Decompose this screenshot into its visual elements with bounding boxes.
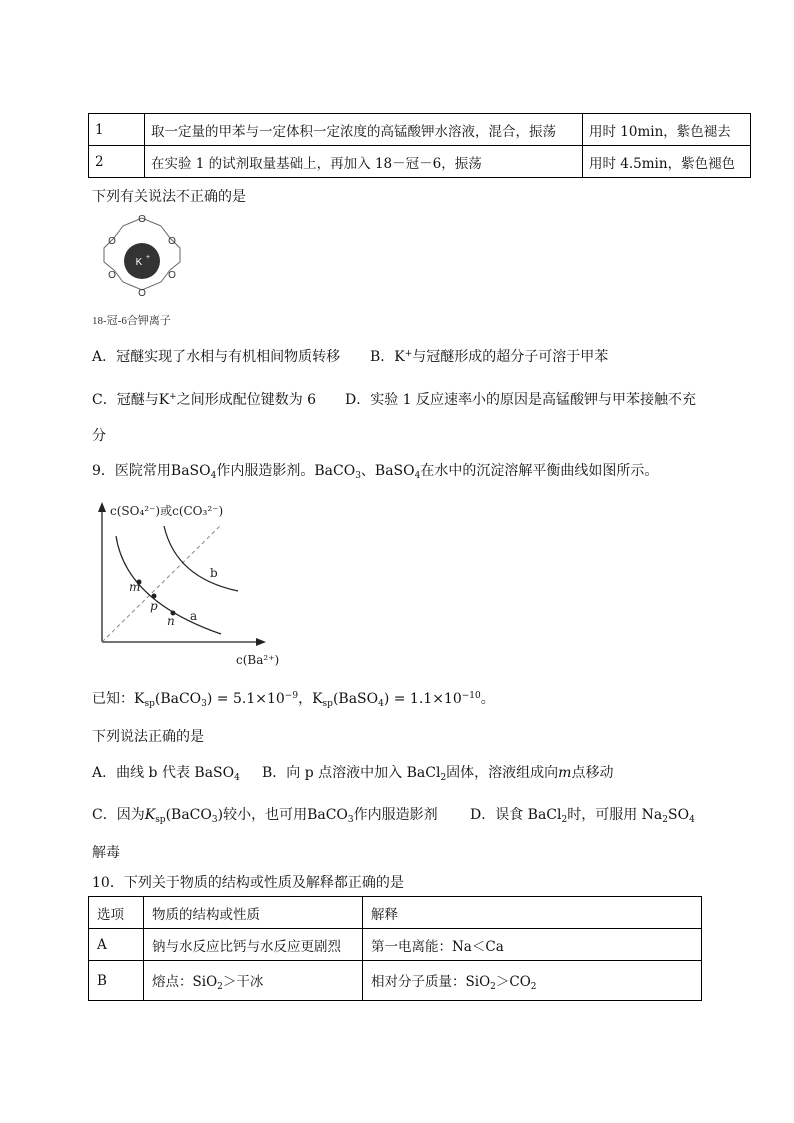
q8-option-d-cont: 分	[92, 428, 106, 444]
oxygen-atom: O	[168, 270, 176, 281]
q8-option-d: D．实验 1 反应速率小的原因是高锰酸钾与甲苯接触不充	[345, 392, 697, 408]
q9-prompt: 下列说法正确的是	[92, 729, 204, 745]
q9-option-b: B．向 p 点溶液中加入 BaCl$_2$固体，溶液组成向m点移动	[262, 765, 614, 783]
q9-option-a: A．曲线 b 代表 BaSO$_4$	[92, 765, 240, 783]
q9-known-values: 已知：$K_{sp}(BaCO_3) = 5.1\times 10^{-9}$，$K_{sp}(BaSO_4) = 1.1\times 10^{-10}$。	[92, 691, 495, 709]
point-n-label: n	[167, 614, 175, 628]
point-p-label: p	[150, 599, 158, 613]
row-number: 2	[89, 146, 145, 178]
oxygen-atom: O	[138, 288, 146, 299]
q9-option-d-cont: 解毒	[92, 845, 120, 861]
header-option: 选项	[89, 897, 144, 929]
figure-caption: 18-冠-6合钾离子	[92, 315, 171, 327]
result-cell: 用时 10min，紫色褪去	[583, 114, 751, 146]
explanation-cell: 相对分子质量：$SiO_2>CO_2$	[363, 961, 702, 1001]
explanation-cell: 第一电离能：Na＜Ca	[363, 929, 702, 961]
point-m-label: m	[129, 580, 141, 594]
table-header-row	[89, 897, 702, 929]
y-axis-label: c(SO₄²⁻)或c(CO₃²⁻)	[110, 504, 224, 518]
header-property: 物质的结构或性质	[144, 897, 363, 929]
point-p	[152, 594, 157, 599]
x-axis-label: c(Ba²⁺)	[236, 653, 280, 667]
q10-stem: 10．下列关于物质的结构或性质及解释都正确的是	[92, 875, 404, 891]
row-number: 1	[89, 114, 145, 146]
q9-option-d: D．误食 BaCl$_2$时，可服用 $Na_2SO_4$	[470, 807, 695, 825]
option-cell: B	[89, 961, 144, 1001]
curve-b-label: b	[210, 566, 218, 580]
crown-ether-figure	[92, 208, 192, 332]
property-cell: 钠与水反应比钙与水反应更剧烈	[144, 929, 363, 961]
operation-cell: 取一定量的甲苯与一定体积一定浓度的高锰酸钾水溶液，混合，振荡	[145, 114, 583, 146]
curve-b	[164, 526, 238, 591]
q8-prompt: 下列有关说法不正确的是	[92, 189, 246, 205]
oxygen-atom: O	[108, 236, 116, 247]
oxygen-atom: O	[108, 270, 116, 281]
oxygen-atom: O	[168, 236, 176, 247]
result-cell: 用时 4.5min，紫色褪色	[583, 146, 751, 178]
structure-property-table	[88, 896, 702, 1001]
curve-a-label: a	[190, 609, 198, 623]
q9-option-c: C．因为$K_{sp}(BaCO_3)$较小，也可用BaCO$_3$作内服造影剂	[92, 807, 438, 825]
header-explanation: 解释	[363, 897, 702, 929]
q9-stem: 9．医院常用BaSO$_4$作内服造影剂。BaCO$_3$、BaSO$_4$在水中的沉淀溶解平衡曲线如图所示。	[92, 463, 659, 481]
table-row	[89, 961, 702, 1001]
q8-option-b: B．K+与冠醚形成的超分子可溶于甲苯	[370, 349, 609, 365]
experiment-table	[88, 113, 751, 178]
ion-label: K	[135, 257, 143, 268]
oxygen-atom: O	[138, 214, 146, 225]
table-row	[89, 929, 702, 961]
q8-option-c: C．冠醚与K+之间形成配位键数为 6	[92, 392, 317, 408]
q8-option-a: A．冠醚实现了水相与有机相间物质转移	[92, 349, 341, 365]
table-row	[89, 146, 751, 178]
table-row	[89, 114, 751, 146]
diagonal-guide	[102, 526, 220, 642]
option-cell: A	[89, 929, 144, 961]
property-cell: 熔点：SiO$_2$＞干冰	[144, 961, 363, 1001]
solubility-graph	[96, 496, 296, 672]
ion-charge: +	[146, 254, 151, 261]
operation-cell: 在实验 1 的试剂取量基础上，再加入 18－冠－6，振荡	[145, 146, 583, 178]
